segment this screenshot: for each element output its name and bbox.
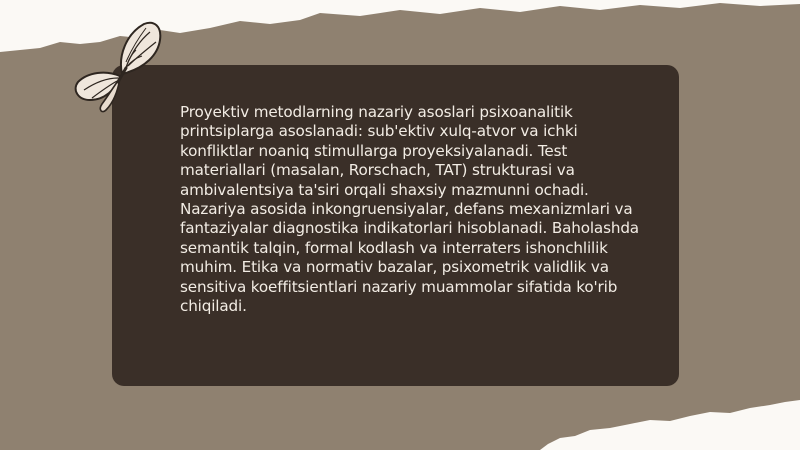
body-paragraph: Proyektiv metodlarning nazariy asoslari psixoanalitik printsiplarga asoslanadi: sub'ektiv xulq-atvor va ichki konfliktlar noaniq stimullarga proyeksiyalanadi. Test materiallari (masalan, Rorschach, TAT) strukturasi va ambivalentsiya ta'siri orqali shaxsiy mazmunni ochadi. Nazariya asosida inkongruensiyalar, defans mexanizmlari va fantaziyalar diagnostika indikatorlari hisoblanadi. Baholashda semantik talqin, formal kodlash va interraters ishonchlilik muhim. Etika va normativ bazalar, psixometrik validlik va sensitiva koeffitsientlari nazariy muammolar sifatida ko'rib chiqiladi. (180, 103, 639, 316)
torn-paper-bottom-right (540, 400, 800, 450)
content-card (112, 65, 679, 386)
butterfly-icon (70, 16, 170, 120)
